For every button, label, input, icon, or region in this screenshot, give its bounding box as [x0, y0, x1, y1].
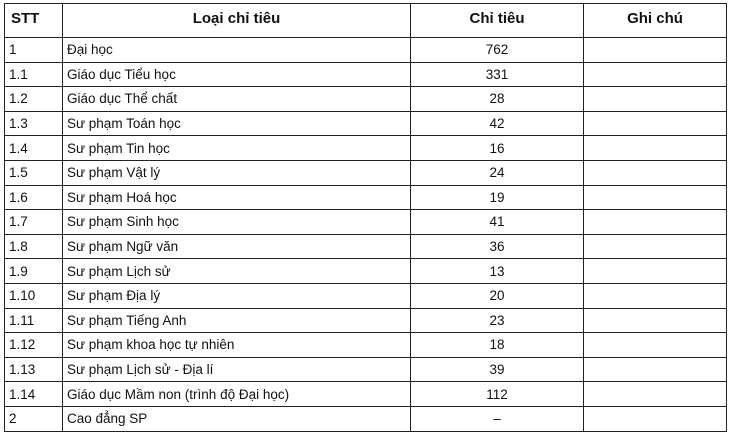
- cell-category: Giáo dục Thể chất: [63, 87, 411, 112]
- cell-note: [584, 357, 727, 382]
- cell-note: [584, 62, 727, 87]
- cell-note: [584, 234, 727, 259]
- cell-quota: 18: [411, 333, 584, 358]
- cell-quota: 20: [411, 283, 584, 308]
- cell-quota: 13: [411, 259, 584, 284]
- cell-quota: 39: [411, 357, 584, 382]
- cell-category: Sư phạm Lịch sử - Địa lí: [63, 357, 411, 382]
- table-row: [5, 87, 727, 112]
- cell-quota: 331: [411, 62, 584, 87]
- cell-note: [584, 259, 727, 284]
- header-note: Ghi chú: [584, 4, 727, 38]
- cell-category: Sư phạm Vật lý: [63, 160, 411, 185]
- cell-category: Sư phạm Địa lý: [63, 283, 411, 308]
- cell-category: Sư phạm Toán học: [63, 111, 411, 136]
- cell-category: Sư phạm Ngữ văn: [63, 234, 411, 259]
- cell-quota: 28: [411, 87, 584, 112]
- cell-quota: 36: [411, 234, 584, 259]
- cell-category: Sư phạm Tiếng Anh: [63, 308, 411, 333]
- cell-note: [584, 38, 727, 63]
- cell-quota: –: [411, 406, 584, 431]
- cell-stt: 1.8: [5, 234, 63, 259]
- cell-quota: 16: [411, 136, 584, 161]
- cell-category: Sư phạm Tin học: [63, 136, 411, 161]
- table-header: [5, 4, 727, 38]
- cell-category: Giáo dục Tiểu học: [63, 62, 411, 87]
- cell-quota: 762: [411, 38, 584, 63]
- table-row: [5, 210, 727, 235]
- header-stt: STT: [5, 4, 63, 38]
- cell-stt: 1.3: [5, 111, 63, 136]
- cell-note: [584, 111, 727, 136]
- cell-stt: 1.2: [5, 87, 63, 112]
- cell-stt: 1.1: [5, 62, 63, 87]
- cell-note: [584, 87, 727, 112]
- table-body: [5, 38, 727, 432]
- cell-category: Sư phạm Lịch sử: [63, 259, 411, 284]
- table-row: [5, 357, 727, 382]
- cell-stt: 1.7: [5, 210, 63, 235]
- table-row: [5, 136, 727, 161]
- cell-stt: 2: [5, 406, 63, 431]
- table-row: [5, 283, 727, 308]
- cell-category: Giáo dục Mầm non (trình độ Đại học): [63, 382, 411, 407]
- cell-quota: 23: [411, 308, 584, 333]
- cell-stt: 1.14: [5, 382, 63, 407]
- table-row: [5, 333, 727, 358]
- table-row: [5, 62, 727, 87]
- table-row: [5, 406, 727, 431]
- cell-quota: 112: [411, 382, 584, 407]
- cell-note: [584, 136, 727, 161]
- cell-stt: 1.5: [5, 160, 63, 185]
- cell-stt: 1.9: [5, 259, 63, 284]
- cell-quota: 42: [411, 111, 584, 136]
- cell-category: Sư phạm Hoá học: [63, 185, 411, 210]
- quota-table-container: [4, 3, 726, 432]
- cell-quota: 41: [411, 210, 584, 235]
- cell-note: [584, 185, 727, 210]
- table-row: [5, 259, 727, 284]
- cell-stt: 1: [5, 38, 63, 63]
- cell-note: [584, 160, 727, 185]
- cell-note: [584, 283, 727, 308]
- table-row: [5, 111, 727, 136]
- cell-note: [584, 406, 727, 431]
- cell-stt: 1.13: [5, 357, 63, 382]
- cell-category: Sư phạm Sinh học: [63, 210, 411, 235]
- table-row: [5, 382, 727, 407]
- cell-quota: 19: [411, 185, 584, 210]
- cell-stt: 1.10: [5, 283, 63, 308]
- cell-category: Sư phạm khoa học tự nhiên: [63, 333, 411, 358]
- cell-note: [584, 210, 727, 235]
- quota-table: [4, 3, 727, 432]
- header-row: [5, 4, 727, 38]
- table-row: [5, 185, 727, 210]
- header-quota: Chỉ tiêu: [411, 4, 584, 38]
- cell-note: [584, 333, 727, 358]
- header-category: Loại chỉ tiêu: [63, 4, 411, 38]
- cell-category: Cao đẳng SP: [63, 406, 411, 431]
- cell-stt: 1.11: [5, 308, 63, 333]
- cell-quota: 24: [411, 160, 584, 185]
- table-row: [5, 38, 727, 63]
- table-row: [5, 308, 727, 333]
- cell-note: [584, 382, 727, 407]
- table-row: [5, 234, 727, 259]
- cell-note: [584, 308, 727, 333]
- cell-stt: 1.4: [5, 136, 63, 161]
- table-row: [5, 160, 727, 185]
- cell-stt: 1.6: [5, 185, 63, 210]
- cell-category: Đại học: [63, 38, 411, 63]
- cell-stt: 1.12: [5, 333, 63, 358]
